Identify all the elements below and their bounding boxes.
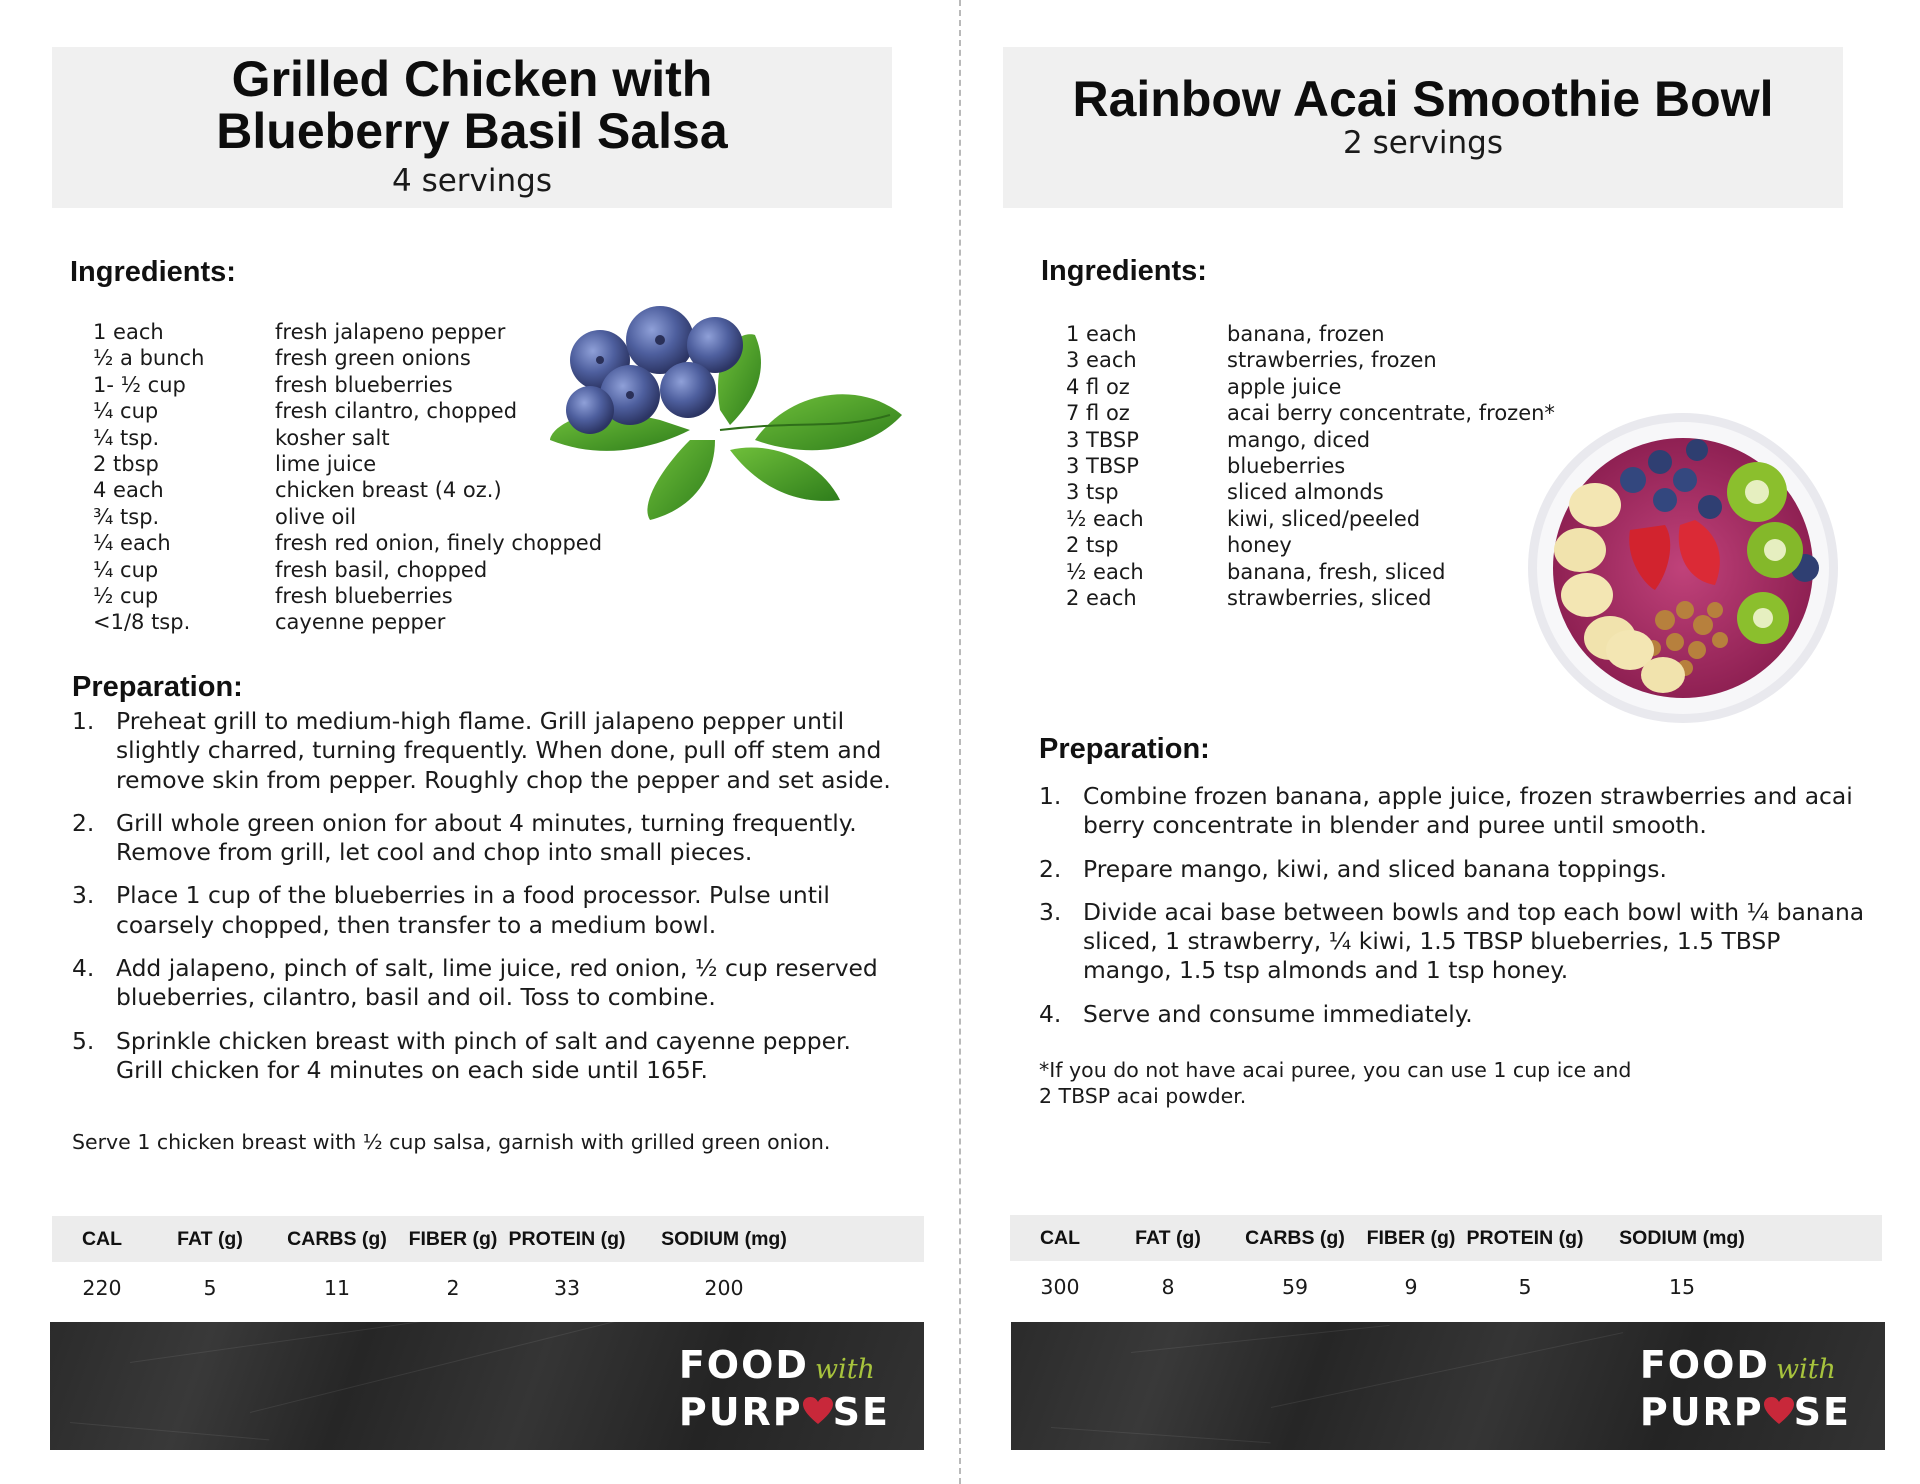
- ingredient-row: [93, 345, 602, 371]
- ingredient-name: fresh red onion, finely chopped: [275, 531, 603, 556]
- title-box: [52, 47, 892, 208]
- ingredient-quantity: ½ cup: [93, 584, 159, 609]
- substitution-note: *If you do not have acai puree, you can use 1 cup ice and 2 TBSP acai powder.: [1039, 1058, 1632, 1108]
- ingredient-quantity: 7 fl oz: [1066, 401, 1130, 426]
- ingredient-quantity: 4 fl oz: [1066, 374, 1130, 399]
- ingredient-quantity: 1- ½ cup: [93, 372, 186, 397]
- title-box: [1003, 47, 1843, 208]
- ingredient-row: [93, 557, 602, 583]
- heart-icon: [803, 1397, 833, 1425]
- nutrition-header-row: [1010, 1215, 1882, 1261]
- recipe-title: Rainbow Acai Smoothie Bowl: [1072, 71, 1774, 127]
- nutrition-value-cell: 9: [1404, 1275, 1418, 1299]
- nutrition-values-row: [1010, 1261, 1882, 1313]
- logo-text-purp: PURP: [678, 1390, 803, 1434]
- ingredient-row: [93, 504, 602, 530]
- ingredient-row: [93, 398, 602, 424]
- nutrition-header-row: [52, 1216, 924, 1262]
- ingredient-row: [1066, 427, 1555, 453]
- step-text: Serve and consume immediately.: [1083, 999, 1473, 1028]
- ingredient-quantity: 3 TBSP: [1066, 427, 1139, 452]
- nutrition-header-cell: FIBER (g): [408, 1227, 498, 1250]
- ingredient-row: [93, 609, 602, 635]
- nutrition-value-cell: 220: [82, 1276, 122, 1300]
- blueberries-basil-photo: [540, 290, 910, 530]
- ingredient-row: [1066, 400, 1555, 426]
- ingredient-quantity: ¼ each: [93, 531, 171, 556]
- step-text: Sprinkle chicken breast with pinch of salt and cayenne pepper. Grill chicken for 4 minutes on each side until 165F.: [116, 1026, 851, 1084]
- food-with-purpose-logo: [1640, 1344, 1851, 1433]
- nutrition-header-cell: SODIUM (mg): [661, 1227, 787, 1250]
- nutrition-value-cell: 15: [1668, 1275, 1696, 1299]
- ingredient-quantity: 3 tsp: [1066, 480, 1119, 505]
- preparation-step: [1039, 1000, 1871, 1029]
- step-number: 1.: [72, 707, 95, 735]
- ingredient-name: chicken breast (4 oz.): [275, 478, 502, 503]
- logo-text-se: SE: [832, 1390, 890, 1434]
- preparation-step: [72, 707, 892, 795]
- ingredient-name: fresh green onions: [275, 346, 471, 371]
- nutrition-table: [52, 1216, 924, 1314]
- ingredient-name: acai berry concentrate, frozen*: [1227, 401, 1555, 426]
- ingredient-row: [1066, 374, 1555, 400]
- ingredient-row: [1066, 585, 1555, 611]
- ingredient-name: banana, fresh, sliced: [1227, 559, 1446, 584]
- recipe-card-acai-bowl: [960, 0, 1920, 1484]
- recipe-title: Grilled Chicken with Blueberry Basil Salsa: [216, 51, 728, 159]
- footer-banner: [50, 1322, 924, 1450]
- nutrition-header-cell: PROTEIN (g): [1466, 1226, 1584, 1249]
- ingredient-quantity: <1/8 tsp.: [93, 610, 191, 635]
- ingredient-row: [1066, 479, 1555, 505]
- preparation-step: [72, 954, 892, 1013]
- footer-banner: [1011, 1322, 1885, 1450]
- nutrition-value-cell: 200: [704, 1276, 744, 1300]
- ingredient-row: [93, 477, 602, 503]
- ingredient-quantity: 2 tbsp: [93, 452, 159, 477]
- nutrition-header-cell: CAL: [81, 1227, 123, 1250]
- ingredients-list: [93, 319, 602, 636]
- ingredient-row: [1066, 506, 1555, 532]
- ingredient-name: sliced almonds: [1227, 480, 1384, 505]
- ingredient-name: blueberries: [1227, 454, 1346, 479]
- ingredient-name: strawberries, frozen: [1227, 348, 1437, 373]
- ingredient-row: [93, 425, 602, 451]
- nutrition-header-cell: CARBS (g): [287, 1227, 387, 1250]
- ingredient-row: [1066, 532, 1555, 558]
- ingredient-quantity: 1 each: [93, 320, 164, 344]
- step-number: 2.: [72, 808, 95, 837]
- nutrition-values-row: [52, 1262, 924, 1314]
- ingredient-name: mango, diced: [1227, 427, 1371, 452]
- preparation-heading: Preparation:: [1039, 733, 1210, 765]
- nutrition-value-cell: 59: [1281, 1275, 1309, 1299]
- ingredient-quantity: ¾ tsp.: [93, 504, 160, 529]
- nutrition-header-cell: SODIUM (mg): [1619, 1226, 1745, 1249]
- ingredient-name: fresh basil, chopped: [275, 557, 488, 582]
- step-text: Preheat grill to medium-high flame. Grill jalapeno pepper until slightly charred, turning frequently. When done, pull off stem and remove skin from pepper. Roughly chop the pepper and set aside.: [116, 707, 891, 794]
- ingredient-name: olive oil: [275, 504, 357, 529]
- ingredient-name: strawberries, sliced: [1227, 586, 1432, 611]
- ingredient-quantity: ½ each: [1066, 559, 1144, 584]
- ingredient-name: banana, frozen: [1227, 322, 1385, 346]
- ingredients-heading: Ingredients:: [1041, 255, 1207, 287]
- preparation-step: [72, 881, 892, 940]
- ingredient-row: [93, 372, 602, 398]
- nutrition-value-cell: 300: [1040, 1275, 1080, 1299]
- logo-text-with: with: [1775, 1354, 1836, 1385]
- step-text: Add jalapeno, pinch of salt, lime juice, red onion, ½ cup reserved blueberries, cilantro, basil and oil. Toss to combine.: [116, 954, 878, 1012]
- nutrition-header-cell: CAL: [1039, 1226, 1081, 1249]
- ingredient-row: [93, 583, 602, 609]
- step-number: 3.: [1039, 897, 1062, 926]
- step-text: Prepare mango, kiwi, and sliced banana toppings.: [1083, 854, 1667, 883]
- logo-text-food: FOOD: [1639, 1343, 1770, 1387]
- nutrition-value-cell: 2: [446, 1276, 460, 1300]
- nutrition-value-cell: 11: [323, 1276, 351, 1300]
- step-number: 4.: [72, 954, 95, 983]
- preparation-steps: [1039, 782, 1871, 1043]
- logo-text-purp: PURP: [1639, 1390, 1764, 1434]
- ingredient-row: [93, 530, 602, 556]
- ingredients-list: [1066, 321, 1555, 611]
- ingredient-name: kiwi, sliced/peeled: [1227, 506, 1421, 531]
- step-number: 3.: [72, 881, 95, 910]
- ingredient-row: [1066, 321, 1555, 347]
- ingredient-row: [1066, 453, 1555, 479]
- ingredient-quantity: 3 each: [1066, 348, 1137, 373]
- ingredient-quantity: 4 each: [93, 478, 164, 503]
- smoothie-bowl-photo: [1525, 410, 1841, 726]
- preparation-steps: [72, 707, 892, 1099]
- nutrition-header-cell: PROTEIN (g): [508, 1227, 626, 1250]
- ingredient-name: honey: [1227, 533, 1292, 558]
- nutrition-value-cell: 33: [553, 1276, 581, 1300]
- preparation-step: [1039, 782, 1871, 841]
- ingredients-heading: Ingredients:: [70, 256, 236, 288]
- nutrition-header-cell: FAT (g): [177, 1227, 243, 1250]
- food-with-purpose-logo: [679, 1344, 890, 1433]
- preparation-step: [1039, 855, 1871, 884]
- ingredient-quantity: ¼ cup: [93, 399, 159, 424]
- logo-text-with: with: [814, 1354, 875, 1385]
- step-text: Grill whole green onion for about 4 minutes, turning frequently. Remove from grill, let cool and chop into small pieces.: [116, 808, 857, 867]
- nutrition-header-cell: FIBER (g): [1366, 1226, 1456, 1249]
- ingredient-name: kosher salt: [275, 425, 390, 450]
- ingredient-name: fresh jalapeno pepper: [275, 320, 506, 344]
- step-number: 1.: [1039, 782, 1062, 810]
- logo-text-food: FOOD: [678, 1343, 809, 1387]
- ingredient-quantity: ¼ cup: [93, 557, 159, 582]
- ingredient-name: cayenne pepper: [275, 610, 446, 635]
- ingredient-name: apple juice: [1227, 374, 1342, 399]
- preparation-heading: Preparation:: [72, 671, 243, 703]
- step-text: Combine frozen banana, apple juice, frozen strawberries and acai berry concentrate in blender and puree until smooth.: [1083, 782, 1853, 840]
- preparation-step: [72, 1027, 892, 1086]
- ingredient-row: [1066, 559, 1555, 585]
- nutrition-value-cell: 5: [1518, 1275, 1532, 1299]
- ingredient-quantity: 2 tsp: [1066, 533, 1119, 558]
- ingredient-name: fresh blueberries: [275, 584, 453, 609]
- ingredient-quantity: 1 each: [1066, 322, 1137, 346]
- ingredient-row: [1066, 347, 1555, 373]
- ingredient-quantity: ¼ tsp.: [93, 425, 160, 450]
- step-number: 5.: [72, 1026, 95, 1055]
- ingredient-name: fresh blueberries: [275, 372, 453, 397]
- nutrition-table: [1010, 1215, 1882, 1313]
- servings: 2 servings: [1343, 125, 1503, 161]
- ingredient-quantity: ½ a bunch: [93, 346, 205, 371]
- nutrition-value-cell: 5: [203, 1276, 217, 1300]
- ingredient-quantity: ½ each: [1066, 506, 1144, 531]
- step-number: 2.: [1039, 854, 1062, 883]
- ingredient-quantity: 3 TBSP: [1066, 454, 1139, 479]
- logo-text-se: SE: [1793, 1390, 1851, 1434]
- heart-icon: [1764, 1397, 1794, 1425]
- ingredient-row: [93, 319, 602, 345]
- step-text: Divide acai base between bowls and top each bowl with ¼ banana sliced, 1 strawberry, ¼ kiwi, 1.5 TBSP blueberries, 1.5 TBSP mango, 1.5 tsp almonds and 1 tsp honey.: [1083, 897, 1865, 985]
- ingredient-row: [93, 451, 602, 477]
- nutrition-header-cell: CARBS (g): [1245, 1226, 1345, 1249]
- servings: 4 servings: [392, 163, 552, 199]
- serving-note: Serve 1 chicken breast with ½ cup salsa, garnish with grilled green onion.: [72, 1130, 831, 1154]
- preparation-step: [1039, 898, 1871, 986]
- ingredient-quantity: 2 each: [1066, 586, 1137, 611]
- step-number: 4.: [1039, 999, 1062, 1028]
- nutrition-header-cell: FAT (g): [1135, 1226, 1201, 1249]
- ingredient-name: lime juice: [275, 452, 377, 477]
- step-text: Place 1 cup of the blueberries in a food processor. Pulse until coarsely chopped, then transfer to a medium bowl.: [116, 881, 830, 939]
- nutrition-value-cell: 8: [1161, 1275, 1175, 1299]
- preparation-step: [72, 809, 892, 868]
- ingredient-name: fresh cilantro, chopped: [275, 399, 518, 424]
